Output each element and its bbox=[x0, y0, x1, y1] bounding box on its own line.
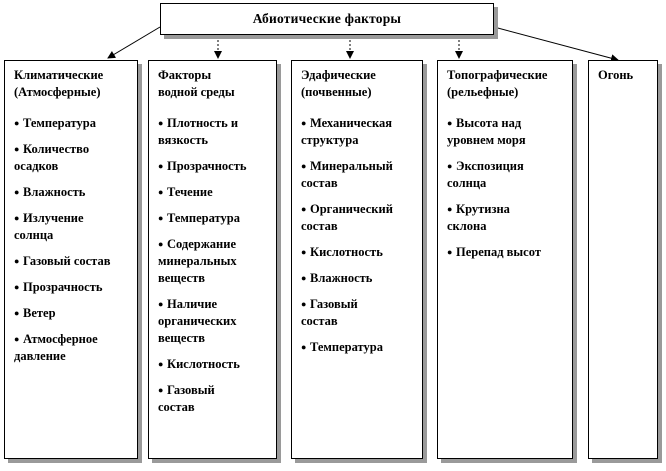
factor-item bbox=[447, 201, 566, 235]
item-list bbox=[14, 115, 131, 365]
bullet-icon: ● bbox=[301, 273, 307, 283]
factor-item bbox=[301, 244, 416, 261]
factor-label: Плотность и вязкость bbox=[158, 116, 239, 147]
column-heading: Климатические (Атмосферные) bbox=[14, 68, 104, 99]
factor-label: Влажность bbox=[310, 271, 373, 285]
bullet-icon: ● bbox=[14, 256, 20, 266]
bullet-icon: ● bbox=[447, 161, 453, 171]
bullet-icon: ● bbox=[447, 118, 453, 128]
item-list bbox=[447, 115, 566, 261]
bullet-icon: ● bbox=[301, 342, 307, 352]
column-heading: Топографические (рельефные) bbox=[447, 68, 548, 99]
bullet-icon: ● bbox=[447, 204, 453, 214]
bullet-icon: ● bbox=[158, 359, 164, 369]
factor-label: Ветер bbox=[23, 306, 56, 320]
factor-label: Температура bbox=[167, 211, 240, 225]
arrow-to-climatic bbox=[108, 27, 160, 58]
bullet-icon: ● bbox=[447, 247, 453, 257]
factor-label: Минеральный состав bbox=[301, 159, 393, 190]
factor-label: Крутизна склона bbox=[447, 202, 510, 233]
factor-item bbox=[447, 244, 566, 261]
bullet-icon: ● bbox=[158, 118, 164, 128]
column-edaphic bbox=[291, 60, 423, 459]
factor-label: Прозрачность bbox=[167, 159, 247, 173]
factor-item bbox=[158, 158, 270, 175]
factor-item bbox=[14, 305, 131, 322]
factor-item bbox=[158, 115, 270, 149]
factor-label: Атмосферное давление bbox=[14, 332, 98, 363]
factor-item bbox=[158, 382, 270, 416]
column-water bbox=[148, 60, 277, 459]
factor-label: Содержание минеральных веществ bbox=[158, 237, 237, 285]
item-list bbox=[158, 115, 270, 416]
factor-label: Газовый состав bbox=[158, 383, 215, 414]
factor-item bbox=[14, 141, 131, 175]
factor-label: Температура bbox=[23, 116, 96, 130]
factor-item bbox=[14, 253, 131, 270]
bullet-icon: ● bbox=[301, 161, 307, 171]
bullet-icon: ● bbox=[14, 144, 20, 154]
bullet-icon: ● bbox=[14, 118, 20, 128]
bullet-icon: ● bbox=[158, 239, 164, 249]
column-fire bbox=[588, 60, 658, 459]
factor-label: Количество осадков bbox=[14, 142, 90, 173]
bullet-icon: ● bbox=[14, 187, 20, 197]
factor-item bbox=[301, 201, 416, 235]
column-heading: Эдафические (почвенные) bbox=[301, 68, 376, 99]
factor-item bbox=[301, 339, 416, 356]
arrow-to-fire bbox=[494, 27, 618, 60]
factor-label: Газовый состав bbox=[23, 254, 111, 268]
factor-item bbox=[14, 331, 131, 365]
factor-item bbox=[14, 210, 131, 244]
factor-label: Кислотность bbox=[167, 357, 240, 371]
bullet-icon: ● bbox=[158, 161, 164, 171]
factor-item bbox=[301, 270, 416, 287]
factor-item bbox=[301, 115, 416, 149]
factor-item bbox=[447, 115, 566, 149]
bullet-icon: ● bbox=[158, 187, 164, 197]
factor-item bbox=[158, 296, 270, 347]
factor-item bbox=[301, 296, 416, 330]
item-list bbox=[301, 115, 416, 356]
factor-item bbox=[14, 115, 131, 132]
factor-item bbox=[158, 210, 270, 227]
bullet-icon: ● bbox=[301, 299, 307, 309]
factor-label: Температура bbox=[310, 340, 383, 354]
column-climatic bbox=[4, 60, 138, 459]
bullet-icon: ● bbox=[14, 334, 20, 344]
factor-label: Экспозиция солнца bbox=[447, 159, 524, 190]
factor-label: Прозрачность bbox=[23, 280, 103, 294]
column-heading: Факторы водной среды bbox=[158, 68, 235, 99]
bullet-icon: ● bbox=[158, 213, 164, 223]
factor-label: Влажность bbox=[23, 185, 86, 199]
factor-label: Механическая структура bbox=[301, 116, 392, 147]
bullet-icon: ● bbox=[158, 299, 164, 309]
factor-label: Газовый состав bbox=[301, 297, 358, 328]
factor-label: Органический состав bbox=[301, 202, 393, 233]
factor-label: Кислотность bbox=[310, 245, 383, 259]
factor-label: Течение bbox=[167, 185, 213, 199]
bullet-icon: ● bbox=[14, 213, 20, 223]
factor-label: Перепад высот bbox=[456, 245, 541, 259]
bullet-icon: ● bbox=[301, 247, 307, 257]
factor-item bbox=[158, 236, 270, 287]
column-heading: Огонь bbox=[598, 68, 634, 82]
bullet-icon: ● bbox=[301, 204, 307, 214]
bullet-icon: ● bbox=[158, 385, 164, 395]
bullet-icon: ● bbox=[14, 282, 20, 292]
factor-item bbox=[447, 158, 566, 192]
factor-label: Излучение солнца bbox=[14, 211, 84, 242]
factor-item bbox=[14, 279, 131, 296]
factor-item bbox=[301, 158, 416, 192]
diagram-title: Абиотические факторы bbox=[160, 3, 494, 35]
factor-item bbox=[158, 356, 270, 373]
factor-item bbox=[158, 184, 270, 201]
bullet-icon: ● bbox=[14, 308, 20, 318]
column-topographic bbox=[437, 60, 573, 459]
factor-label: Наличие органических веществ bbox=[158, 297, 237, 345]
bullet-icon: ● bbox=[301, 118, 307, 128]
factor-label: Высота над уровнем моря bbox=[447, 116, 526, 147]
factor-item bbox=[14, 184, 131, 201]
